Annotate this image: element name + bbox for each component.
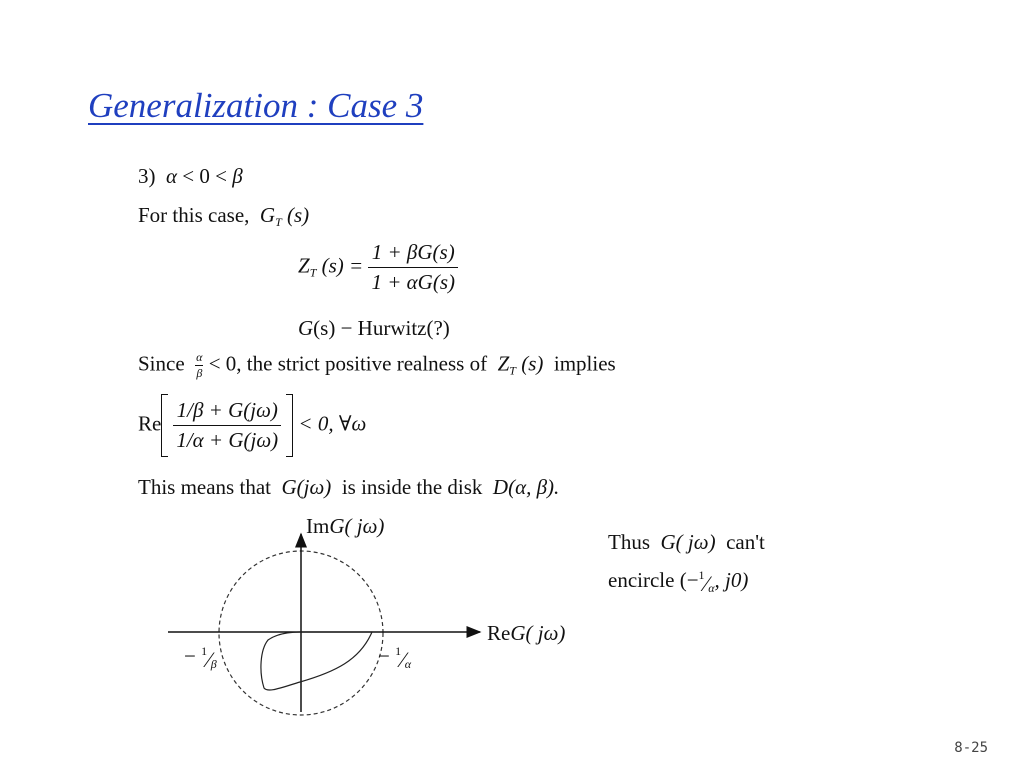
slide-title: Generalization : Case 3 <box>88 86 424 125</box>
jw-argument: (jω) <box>296 475 332 499</box>
tick-denominator: β <box>210 657 217 672</box>
inequality-text: < 0 < <box>182 164 227 188</box>
minus-sign: − <box>184 644 196 668</box>
beta-symbol: β <box>232 164 243 188</box>
thus-word: Thus <box>608 530 650 554</box>
im-prefix: Im <box>306 514 330 538</box>
tick-numerator: 1 <box>395 644 402 658</box>
g-symbol: G <box>329 514 345 538</box>
t-subscript: T <box>275 215 282 229</box>
s-argument: (s) = <box>321 253 364 278</box>
since-word: Since <box>138 351 185 376</box>
g-symbol: G <box>510 621 526 645</box>
tick-numerator: 1 <box>201 644 208 658</box>
encircle-text: encircle (− <box>608 568 699 592</box>
g-symbol: G <box>281 475 297 499</box>
hurwitz-text: (s) − Hurwitz(?) <box>313 316 450 340</box>
re-prefix: Re <box>138 411 162 436</box>
zt-numerator: 1 + βG(s) <box>368 240 458 268</box>
fraction-numerator: 1 <box>698 568 705 582</box>
alpha-symbol: α <box>166 164 178 188</box>
re-numerator: 1/β + G(jω) <box>173 398 281 426</box>
minus-sign: − <box>378 644 390 668</box>
s-argument: (s) <box>287 203 310 227</box>
g-symbol: G <box>259 203 276 227</box>
g-symbol: G <box>660 530 676 554</box>
jw-argument: ( jω) <box>344 514 385 538</box>
implies-word: implies <box>553 351 616 376</box>
note-line-2: encircle ($-^1⁄_\alpha$, j0) <box>608 568 749 596</box>
real-axis-label <box>487 621 565 646</box>
case-number: 3) <box>138 164 156 188</box>
minus-one-over-alpha-label: − $^1⁄_\alpha$ <box>378 644 412 672</box>
z-symbol: Z <box>497 351 510 376</box>
page-number: 8-25 <box>954 740 988 756</box>
t-subscript: T <box>309 265 317 280</box>
cant-word: can't <box>726 530 765 554</box>
t-subscript: T <box>509 363 516 378</box>
for-case-text: For this case, <box>138 203 250 227</box>
z-symbol: Z <box>298 253 310 278</box>
jw-argument: ( jω) <box>525 621 566 645</box>
d-argument: (α, β). <box>508 475 560 499</box>
means-mid-text: is inside the disk <box>341 475 483 499</box>
s-argument: (s) <box>521 351 544 376</box>
alpha-numerator: α <box>196 350 203 364</box>
encircle-point-text: , j0) <box>714 568 749 592</box>
re-denominator: 1/α + G(jω) <box>176 428 279 452</box>
means-text: This means that <box>138 475 271 499</box>
since-text: < 0, the strict positive realness of <box>208 351 488 376</box>
beta-denominator: β <box>196 366 203 380</box>
d-symbol: D <box>492 475 509 499</box>
re-prefix: Re <box>487 621 511 645</box>
minus-one-over-beta-label: − $^1⁄_\beta$ <box>184 644 217 672</box>
tick-denominator: α <box>404 657 412 672</box>
jw-argument: ( jω) <box>675 530 716 554</box>
re-inequality-rest: < 0, ∀ω <box>298 411 367 436</box>
zt-denominator: 1 + αG(s) <box>371 270 455 294</box>
nyquist-curve <box>261 632 372 690</box>
g-symbol: G <box>298 316 314 340</box>
note-line-1 <box>608 530 765 555</box>
fraction-denominator: α <box>708 581 715 596</box>
imaginary-axis-label <box>306 514 384 539</box>
